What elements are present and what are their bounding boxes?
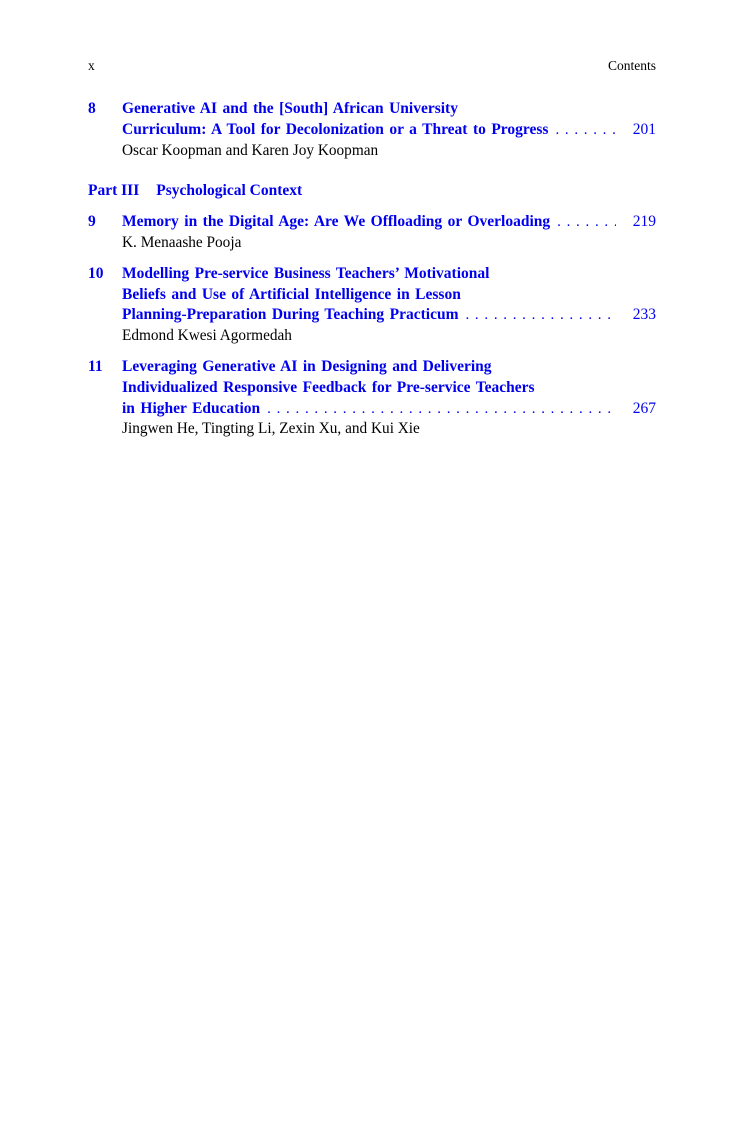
chapter-title-link[interactable]: in Higher Education xyxy=(122,399,261,417)
dot-leader xyxy=(557,212,616,233)
chapter-authors: Oscar Koopman and Karen Joy Koopman xyxy=(122,141,379,159)
chapter-entry-body xyxy=(122,212,656,254)
chapter-title-last-line xyxy=(122,399,656,420)
chapter-title-last-line xyxy=(122,305,656,326)
chapter-number-link[interactable]: 11 xyxy=(88,357,103,375)
chapter-page-number-link[interactable]: 219 xyxy=(632,213,656,231)
part-label-link[interactable]: Part III xyxy=(88,182,140,200)
chapter-title-link[interactable]: Curriculum: A Tool for Decolonization or a Threat to Progress xyxy=(122,120,549,138)
chapter-entry-body xyxy=(122,264,656,347)
chapter-title-link[interactable]: Beliefs and Use of Artificial Intelligence in Lesson xyxy=(122,285,461,303)
folio-page-number: x xyxy=(88,58,95,73)
dot-leader xyxy=(267,399,616,420)
chapter-title-link[interactable]: Memory in the Digital Age: Are We Offloading or Overloading xyxy=(122,213,551,231)
chapter-entry-body xyxy=(122,99,656,161)
chapter-authors: Edmond Kwesi Agormedah xyxy=(122,327,292,345)
toc-entry-chapter-8 xyxy=(88,99,656,161)
toc-entry-chapter-10 xyxy=(88,264,656,347)
chapter-page-number-link[interactable]: 233 xyxy=(632,306,656,324)
dot-leader xyxy=(465,305,616,326)
table-of-contents xyxy=(88,99,656,440)
chapter-authors: K. Menaashe Pooja xyxy=(122,233,242,251)
chapter-title-link[interactable]: Leveraging Generative AI in Designing and Delivering xyxy=(122,357,492,375)
part-heading xyxy=(88,181,656,202)
chapter-title-link[interactable]: Modelling Pre-service Business Teachers’ Motivational xyxy=(122,264,490,282)
chapter-authors: Jingwen He, Tingting Li, Zexin Xu, and Kui Xie xyxy=(122,420,420,438)
chapter-title-last-line xyxy=(122,120,656,141)
chapter-number-link[interactable]: 8 xyxy=(88,100,96,117)
toc-entry-chapter-11 xyxy=(88,357,656,440)
chapter-page-number-link[interactable]: 201 xyxy=(632,120,656,138)
running-title: Contents xyxy=(607,58,656,73)
dot-leader xyxy=(555,120,616,141)
chapter-number-link[interactable]: 10 xyxy=(88,264,104,282)
toc-entry-chapter-9 xyxy=(88,212,656,254)
chapter-title-last-line xyxy=(122,212,656,233)
chapter-entry-body xyxy=(122,357,656,440)
chapter-page-number-link[interactable]: 267 xyxy=(632,399,656,417)
chapter-title-link[interactable]: Planning-Preparation During Teaching Practicum xyxy=(122,306,459,324)
chapter-title-link[interactable]: Individualized Responsive Feedback for Pre-service Teachers xyxy=(122,378,535,396)
page-header xyxy=(88,58,656,74)
part-title-link[interactable]: Psychological Context xyxy=(156,182,303,200)
chapter-title-link[interactable]: Generative AI and the [South] African University xyxy=(122,100,458,117)
chapter-number-link[interactable]: 9 xyxy=(88,213,96,231)
